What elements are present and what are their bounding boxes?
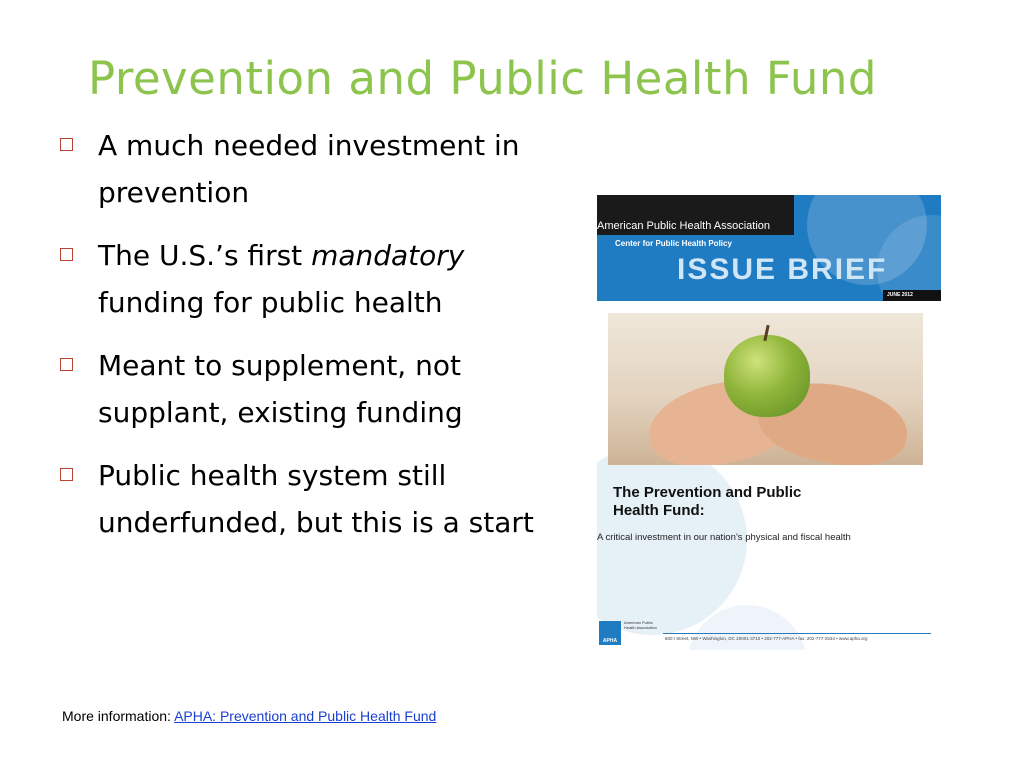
- brief-subtitle: A critical investment in our nation’s physical and fiscal health: [597, 532, 851, 543]
- bullet-text: Meant to supplement, not supplant, existing funding: [98, 349, 463, 429]
- square-bullet-icon: [60, 248, 73, 261]
- bullet-list: [60, 122, 550, 562]
- square-bullet-icon: [60, 468, 73, 481]
- square-bullet-icon: [60, 138, 73, 151]
- organization-name: American Public Health Association: [597, 220, 771, 232]
- brief-title-text: The Prevention and Public Health Fund:: [613, 484, 802, 519]
- apha-logo-text: APHA: [602, 638, 618, 644]
- bullet-text-before: The U.S.’s first: [98, 239, 312, 272]
- apha-logo: [599, 621, 621, 645]
- bullet-text-after: funding for public health: [98, 286, 443, 319]
- issue-brief-label: ISSUE BRIEF: [677, 253, 888, 286]
- issue-brief-banner: [597, 195, 941, 301]
- footer-divider: [663, 633, 931, 634]
- issue-date: JUNE 2012: [883, 290, 941, 301]
- brief-title: [613, 484, 813, 520]
- bullet-text: Public health system still underfunded, but this is a start: [98, 459, 534, 539]
- more-information: [62, 708, 436, 724]
- apha-logo-caption: American Public Health Association: [624, 620, 657, 630]
- square-bullet-icon: [60, 358, 73, 371]
- more-information-label: More information:: [62, 708, 175, 724]
- apha-fund-link[interactable]: APHA: Prevention and Public Health Fund: [174, 708, 437, 724]
- bullet-item: [60, 232, 550, 326]
- green-apple-shape: [724, 335, 810, 417]
- slide-title: Prevention and Public Health Fund: [88, 52, 877, 105]
- bullet-item: [60, 122, 550, 216]
- bullet-emphasis: mandatory: [311, 239, 465, 272]
- bullet-text: A much needed investment in prevention: [98, 129, 520, 209]
- bullet-item: [60, 342, 550, 436]
- bullet-item: [60, 452, 550, 546]
- center-name: Center for Public Health Policy: [615, 239, 732, 248]
- apple-in-hands-photo: [608, 313, 923, 465]
- issue-brief-cover: [597, 195, 941, 650]
- brief-address: 800 I Street, NW • Washington, DC 20001-3710 • 202-777-APHA • fax: 202-777-2534 • www.apha.org: [665, 636, 868, 641]
